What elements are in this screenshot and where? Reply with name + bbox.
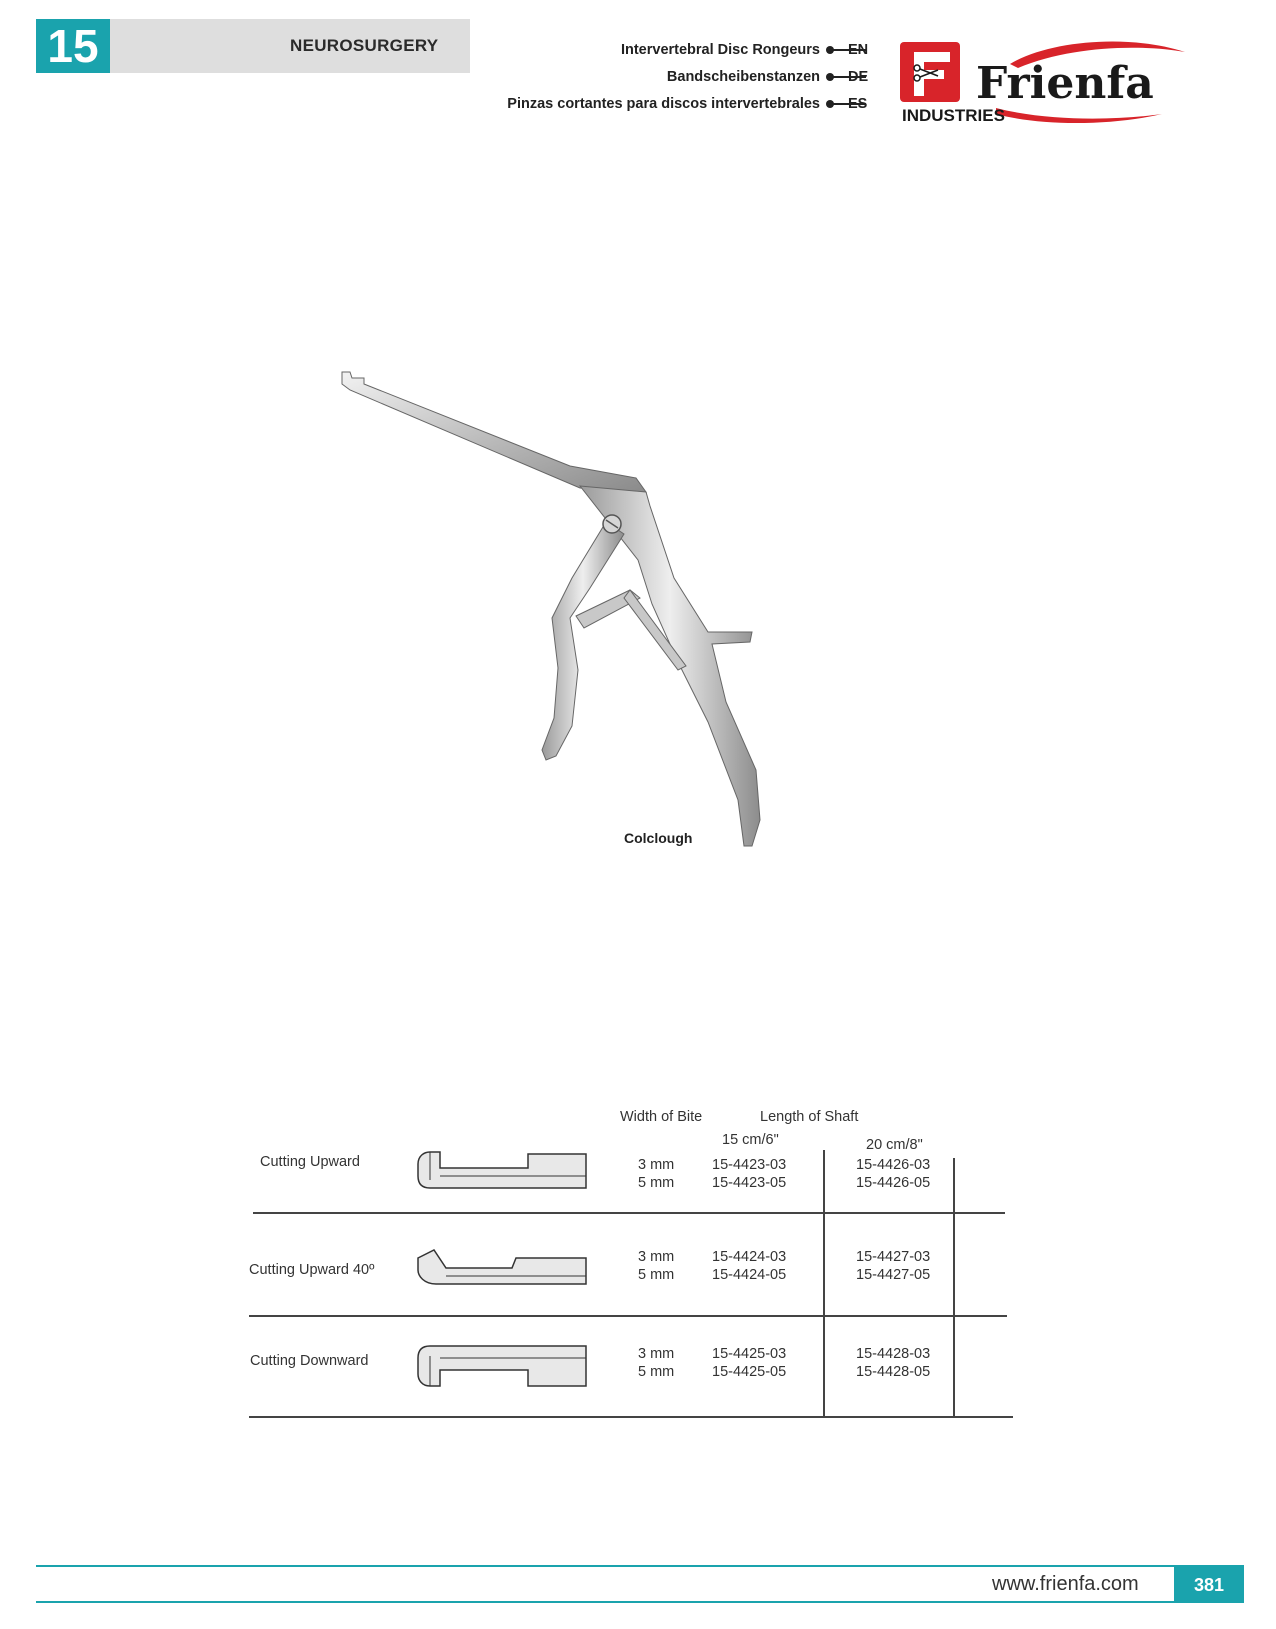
page-number: 381 — [1174, 1567, 1244, 1603]
footer-url[interactable]: www.frienfa.com — [992, 1573, 1139, 1595]
section-title: NEUROSURGERY — [290, 36, 439, 55]
row-label-cutting-upward: Cutting Upward — [260, 1154, 360, 1170]
title-en-text: Intervertebral Disc Rongeurs — [620, 42, 820, 58]
row-divider — [249, 1315, 1007, 1317]
width-of-bite-header: Width of Bite — [620, 1109, 703, 1125]
lang-code-es: ES — [848, 96, 868, 112]
code-cell-20cm: 15-4426-03 15-4426-05 — [856, 1157, 931, 1191]
code-cell-20cm: 15-4428-03 15-4428-05 — [856, 1346, 931, 1380]
title-es — [507, 94, 872, 114]
rongeur-illustration — [340, 370, 800, 860]
title-de-text: Bandscheibenstanzen — [666, 69, 820, 85]
size-cell: 3 mm 5 mm — [638, 1249, 675, 1283]
footer-rule — [36, 1601, 1244, 1603]
lang-code-de: DE — [848, 69, 869, 85]
column-divider — [953, 1158, 955, 1418]
title-en — [621, 40, 872, 60]
size-cell: 3 mm 5 mm — [638, 1346, 675, 1380]
title-de — [667, 67, 872, 87]
footer-rule — [36, 1565, 1244, 1567]
lang-code-en: EN — [848, 42, 869, 58]
row-label-cutting-upward-40: Cutting Upward 40º — [249, 1262, 375, 1278]
title-es-text: Pinzas cortantes para discos intervertebrales — [507, 96, 820, 112]
col-15cm-header: 15 cm/6" — [722, 1132, 779, 1148]
code-cell-15cm: 15-4424-03 15-4424-05 — [712, 1249, 787, 1283]
code-cell-15cm: 15-4423-03 15-4423-05 — [712, 1157, 787, 1191]
logo-brand: Frienfa — [976, 58, 1154, 109]
row-label-cutting-downward: Cutting Downward — [250, 1353, 369, 1369]
tip-cutting-upward-icon — [416, 1150, 588, 1192]
length-of-shaft-header: Length of Shaft — [760, 1109, 859, 1125]
frienfa-logo — [900, 38, 1190, 128]
code-cell-20cm: 15-4427-03 15-4427-05 — [856, 1249, 931, 1283]
row-divider — [253, 1212, 1005, 1214]
logo-sub: INDUSTRIES — [902, 106, 1005, 125]
column-divider — [823, 1150, 825, 1418]
col-20cm-header: 20 cm/8" — [866, 1137, 923, 1153]
size-cell: 3 mm 5 mm — [638, 1157, 675, 1191]
product-caption: Colclough — [624, 830, 693, 846]
chapter-number: 15 — [36, 19, 110, 73]
code-cell-15cm: 15-4425-03 15-4425-05 — [712, 1346, 787, 1380]
tip-cutting-upward-40-icon — [416, 1246, 588, 1288]
table-bottom-rule — [249, 1416, 1013, 1418]
tip-cutting-downward-icon — [416, 1344, 588, 1388]
